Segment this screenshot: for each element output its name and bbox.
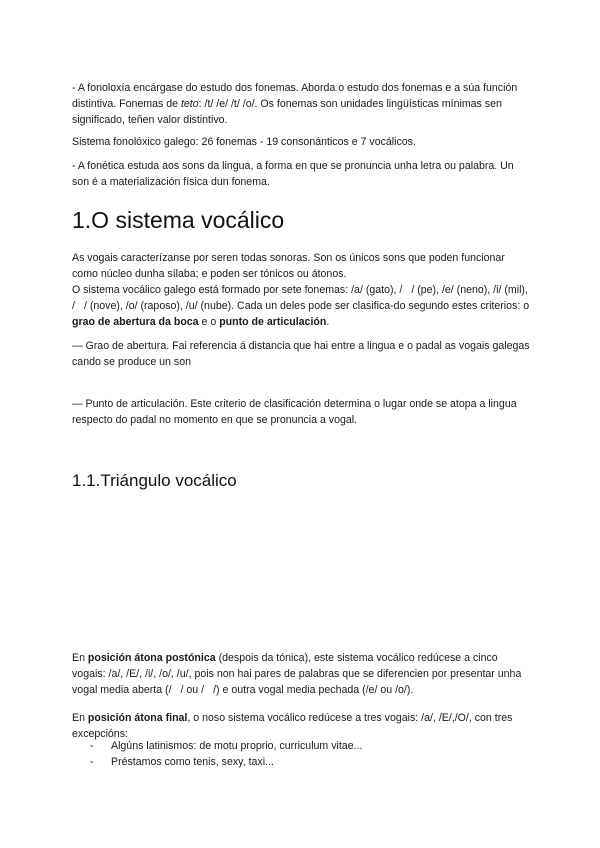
- text-run: / (nove), /o/ (raposo), /u/ (nube). Cada un deles pode ser clasifica-do segundo estes criterios: o: [83, 300, 530, 312]
- section-title-sistema-vocalico: 1.O sistema vocálico: [72, 207, 285, 233]
- list-item-text: Préstamos como tenis, sexy, taxi...: [111, 756, 274, 768]
- text-run: En: [72, 712, 88, 724]
- list-item: [72, 738, 532, 754]
- list-bullet: -: [90, 756, 94, 768]
- section-title-triangulo-vocalico: 1.1.Triángulo vocálico: [72, 471, 237, 490]
- text-run: e o: [198, 316, 220, 328]
- bold-term-grao-abertura: grao de abertura da boca: [72, 316, 199, 328]
- paragraph-atona-postonica: [72, 650, 532, 698]
- paragraph-punto-articulacion: — Punto de articulación. Este criterio de clasificación determina o lugar onde se atopa a lingua respecto do padal no momento en que se pronuncia a vogal.: [72, 398, 517, 426]
- text-run: , o noso sistema vocálico redúcese a tres vogais: /a/, /E/,/O/, con tres excepcións:: [72, 712, 513, 740]
- list-bullet: -: [90, 740, 94, 752]
- text-run: O sistema vocálico galego está formado por sete fonemas: /a/ (gato), /: [72, 284, 403, 296]
- text-run: - A fonoloxía encárgase do estudo dos fonemas. Aborda o estudo dos fonemas e a súa función distintiva. Fonemas de: [72, 82, 518, 110]
- intro-paragraph-fonoloxia: [72, 80, 532, 128]
- text-run: (despois da tónica), este sistema vocálico redúcese a cinco vogais: /a/, /E/, /i/, /o/, /u/, pois non hai pares de palabras que se diferencien por presentar unha vogal media aberta (/: [72, 652, 522, 696]
- text-run: /) e outra vogal media pechada (/e/ ou /o/).: [213, 684, 414, 696]
- intro-paragraph-fonetica: - A fonética estuda aos sons da lingua, a forma en que se pronuncia unha letra ou palabra. Un son é a materialización física dun fonema.: [72, 160, 514, 188]
- text-run: As vogais caracterízanse por seren todas sonoras. Son os únicos sons que poden funcionar como núcleo dunha sílaba; e poden ser tónicos ou átonos.: [72, 252, 505, 280]
- list-item-text: Algúns latinismos: de motu proprio, curriculum vitae...: [111, 740, 363, 752]
- intro-paragraph-sistema: Sistema fonolóxico galego: 26 fonemas - 19 consonánticos e 7 vocálicos.: [72, 136, 416, 148]
- list-item: [72, 754, 532, 770]
- text-run: .: [326, 316, 330, 328]
- exceptions-list: [72, 738, 532, 770]
- bold-term-atona-postonica: posición átona postónica: [87, 652, 216, 664]
- text-run: / (pe), /e/ (neno), /i/ (mil), /: [72, 284, 528, 312]
- bold-term-punto-articulacion: punto de articulación: [219, 316, 327, 328]
- example-word: teto: [180, 98, 199, 110]
- bold-term-atona-final: posición átona final: [87, 712, 188, 724]
- paragraph-vogais: [72, 250, 532, 330]
- text-run: : /t/ /e/ /t/ /o/. Os fonemas son unidades lingüísticas mínimas sen significado, teñen valor distintivo.: [72, 98, 502, 126]
- paragraph-grao-abertura: — Grao de abertura. Fai referencia á distancia que hai entre a lingua e o padal as vogais galegas cando se produce un son: [72, 340, 530, 368]
- text-run: En: [72, 652, 88, 664]
- text-run: / ou /: [180, 684, 205, 696]
